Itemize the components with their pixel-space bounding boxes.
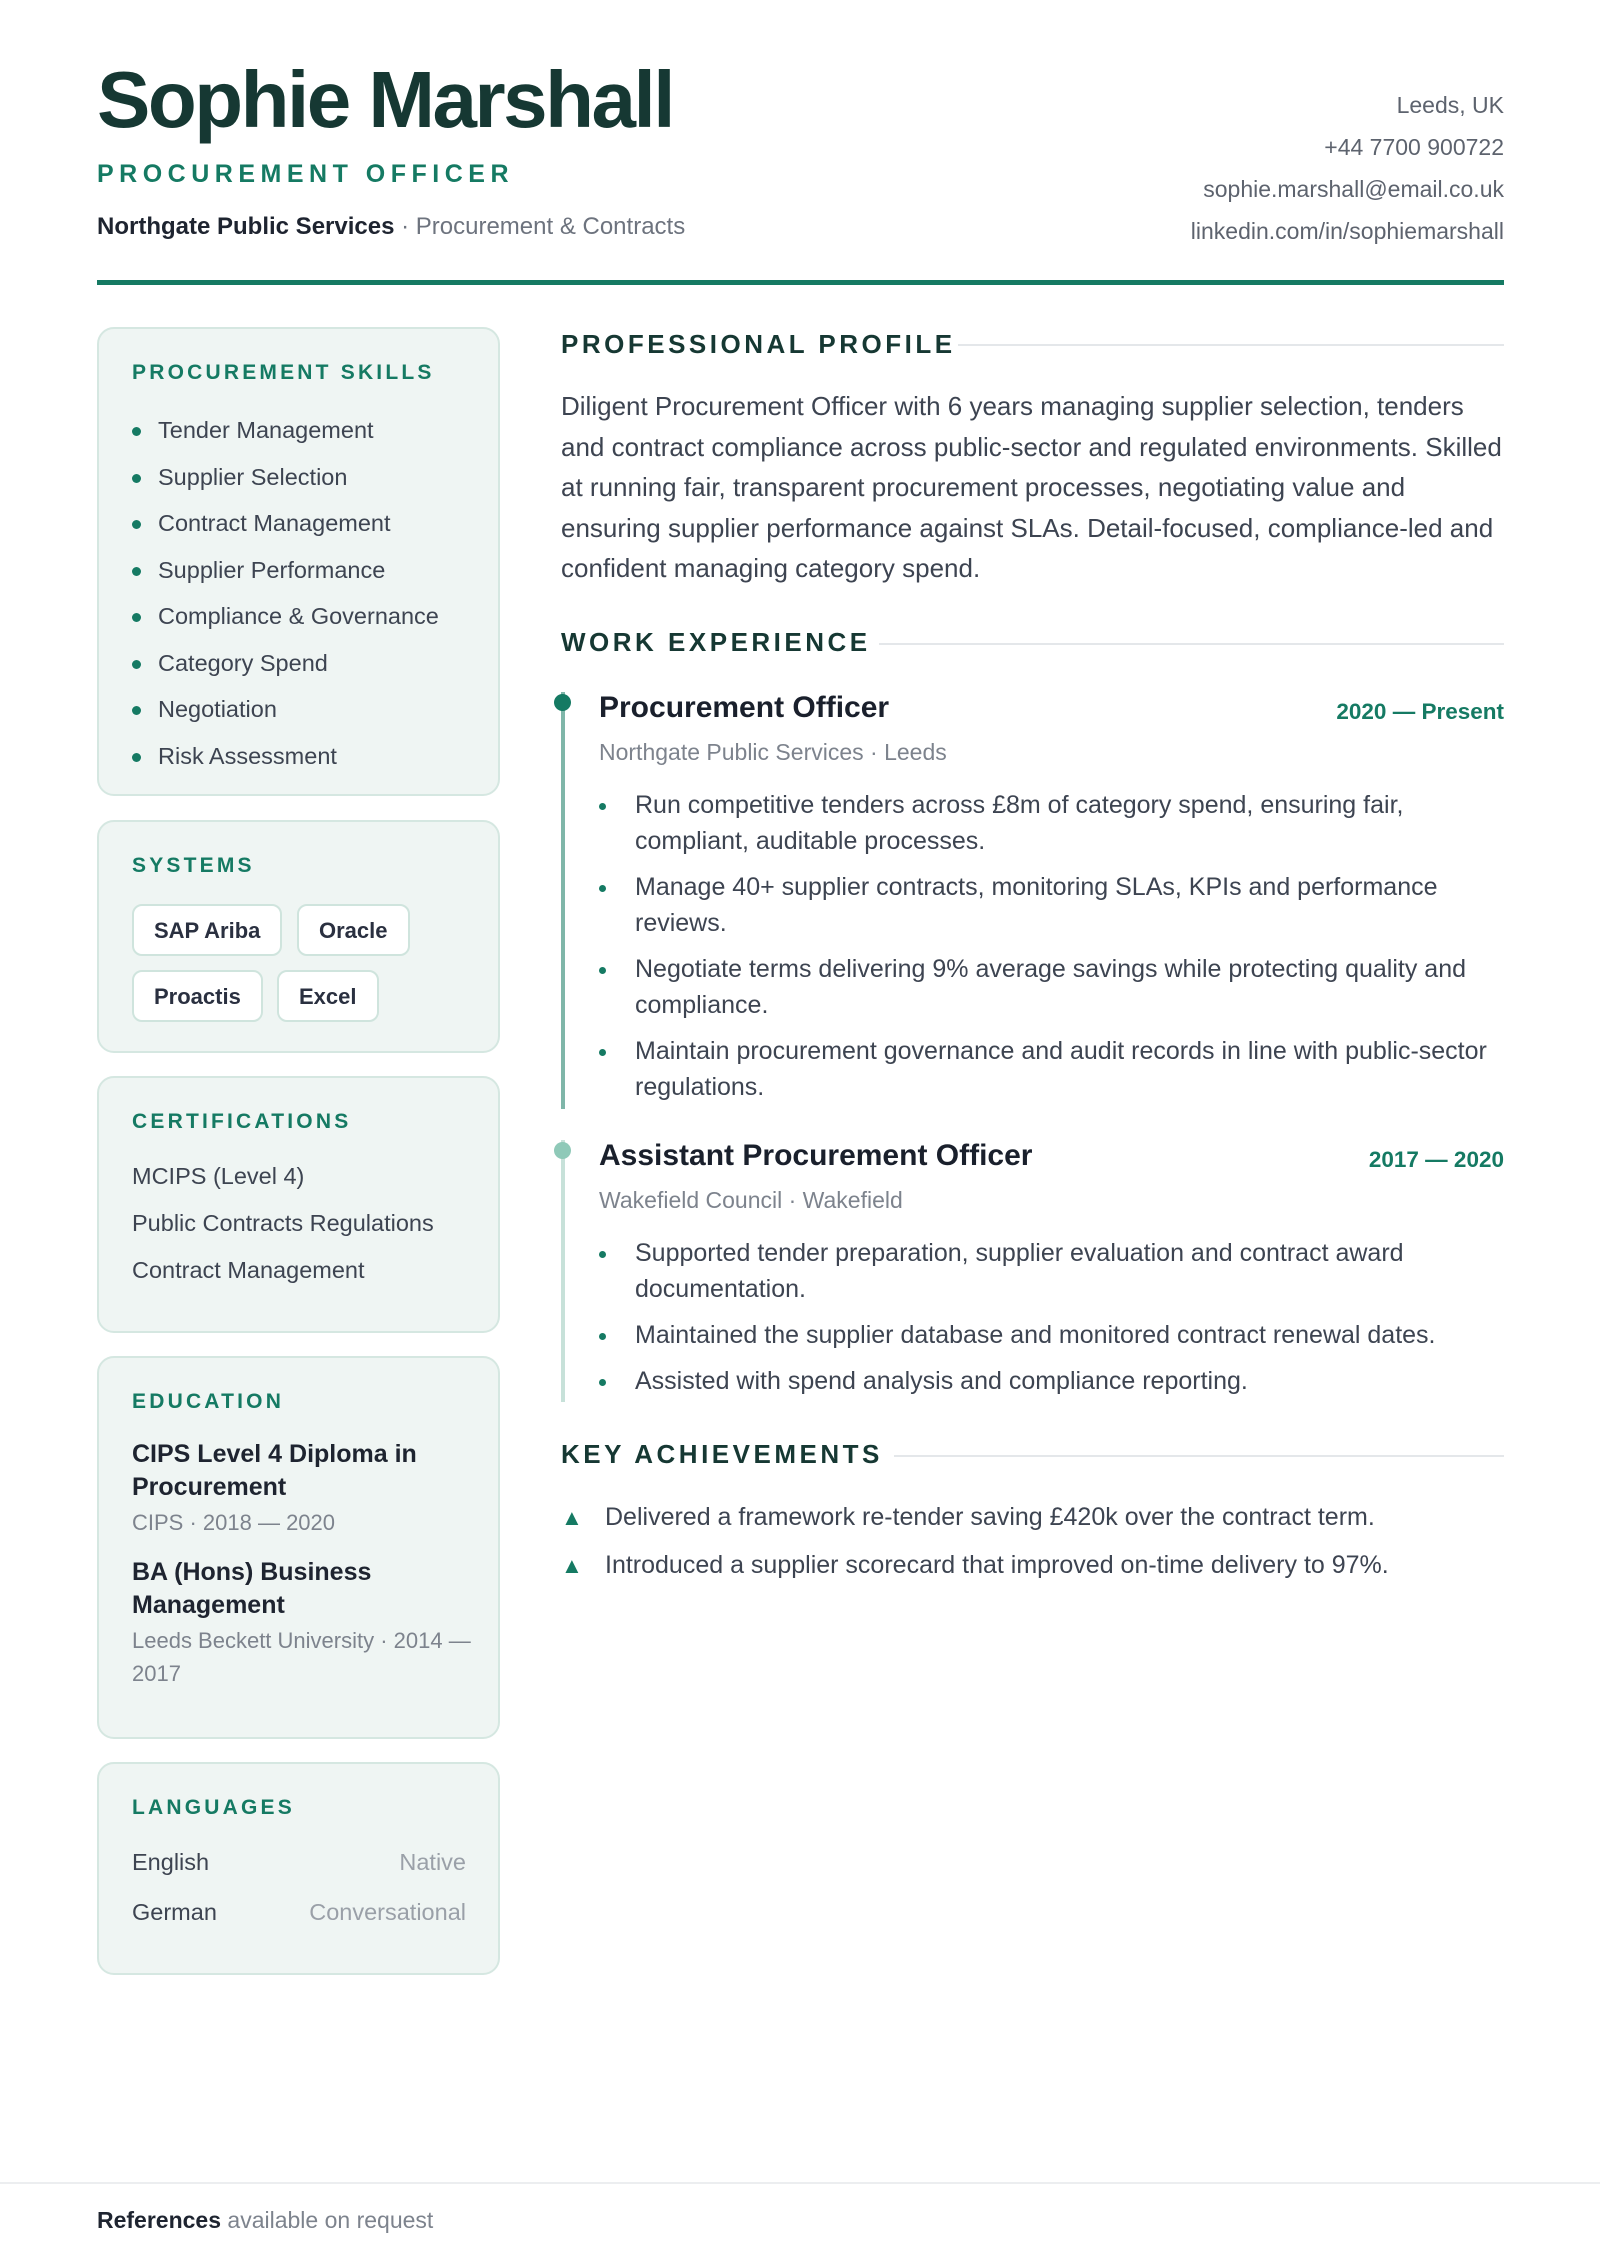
organization-department: Procurement & Contracts [415,213,686,240]
candidate-name: Sophie Marshall [97,55,673,144]
section-divider [894,1455,1504,1457]
list-item: Compliance & Governance [132,593,439,640]
contact-block [1191,84,1504,252]
references-note [97,2207,433,2234]
list-item: Negotiate terms delivering 9% average savings while protecting quality and compliance. [599,951,1504,1023]
footer-divider [0,2182,1600,2184]
triangle-icon: ▲ [561,1505,583,1530]
system-tag: Oracle [297,904,410,956]
organization-name: Northgate Public Services [97,213,395,240]
list-item: Tender Management [132,407,439,454]
language-name: German [132,1899,217,1925]
section-divider [879,643,1504,645]
degree-title: CIPS Level 4 Diploma in Procurement [132,1440,417,1501]
systems-title: SYSTEMS [132,854,255,877]
language-level: Conversational [309,1899,466,1925]
achievements-heading: KEY ACHIEVEMENTS [561,1439,883,1469]
list-item: Supported tender preparation, supplier evaluation and contract award documentation. [599,1235,1504,1307]
education-title: EDUCATION [132,1390,285,1413]
job-dates: 2020 — Present [1336,699,1504,724]
certification-item: MCIPS (Level 4) [132,1163,305,1189]
list-item: Manage 40+ supplier contracts, monitoring SLAs, KPIs and performance reviews. [599,869,1504,941]
achievement-text: Introduced a supplier scorecard that improved on-time delivery to 97%. [605,1551,1389,1579]
achievement-item [561,1551,1389,1580]
system-tag: Excel [277,970,379,1022]
list-item: Assisted with spend analysis and compliance reporting. [599,1363,1504,1399]
section-divider [958,344,1504,346]
timeline-line [561,692,565,1109]
job-organization: Northgate Public Services · Leeds [599,739,947,765]
skills-list [132,407,439,779]
timeline-dot [554,1142,571,1159]
certifications-title: CERTIFICATIONS [132,1110,352,1133]
job-bullets [599,1235,1504,1409]
current-organization [97,213,685,241]
system-tag: SAP Ariba [132,904,282,956]
references-text: available on request [221,2207,434,2233]
list-item: Maintained the supplier database and monitored contract renewal dates. [599,1317,1504,1353]
timeline-line [561,1140,565,1402]
language-name: English [132,1849,210,1875]
job-title: Procurement Officer [599,691,890,724]
references-label: References [97,2207,222,2233]
list-item: Risk Assessment [132,733,439,780]
degree-meta: Leeds Beckett University · 2014 — 2017 [132,1628,471,1686]
achievement-item [561,1503,1375,1532]
degree-title: BA (Hons) Business Management [132,1558,372,1619]
list-item: Supplier Performance [132,547,439,594]
profile-heading: PROFESSIONAL PROFILE [561,329,956,359]
header-divider [97,280,1504,285]
education-card [97,1356,500,1739]
certifications-card [97,1076,500,1333]
list-item: Maintain procurement governance and audit records in line with public-sector regulations. [599,1033,1504,1105]
achievement-text: Delivered a framework re-tender saving £420k over the contract term. [605,1503,1375,1531]
experience-heading: WORK EXPERIENCE [561,627,871,657]
system-tag: Proactis [132,970,263,1022]
job-organization: Wakefield Council · Wakefield [599,1187,903,1213]
certification-item: Public Contracts Regulations [132,1210,434,1236]
contact-email[interactable]: sophie.marshall@email.co.uk [1203,176,1504,202]
list-item: Supplier Selection [132,454,439,501]
certification-item: Contract Management [132,1257,365,1283]
contact-linkedin[interactable]: linkedin.com/in/sophiemarshall [1190,218,1504,244]
skills-title: PROCUREMENT SKILLS [132,361,435,384]
languages-card [97,1762,500,1975]
list-item: Run competitive tenders across £8m of category spend, ensuring fair, compliant, auditable processes. [599,787,1504,859]
skills-card [97,327,500,796]
job-dates: 2017 — 2020 [1368,1147,1504,1172]
list-item: Contract Management [132,500,439,547]
triangle-icon: ▲ [561,1553,583,1578]
language-level: Native [399,1849,466,1875]
organization-separator: · [394,213,416,240]
profile-summary: Diligent Procurement Officer with 6 years managing supplier selection, tenders and contract compliance across public-sector and regulated environments. Skilled at running fair, transparent procurement processes, negotiating value and ensuring supplier performance against SLAs. Detail-focused, compliance-led and confident managing category spend. [561,391,1502,583]
systems-card [97,820,500,1053]
job-title: Assistant Procurement Officer [599,1139,1033,1172]
job-role: PROCUREMENT OFFICER [97,160,514,188]
timeline-dot [554,694,571,711]
languages-title: LANGUAGES [132,1796,295,1819]
degree-meta: CIPS · 2018 — 2020 [132,1510,336,1535]
list-item: Negotiation [132,686,439,733]
job-bullets [599,787,1504,1115]
contact-location: Leeds, UK [1396,92,1504,118]
contact-phone[interactable]: +44 7700 900722 [1324,134,1504,160]
list-item: Category Spend [132,640,439,687]
